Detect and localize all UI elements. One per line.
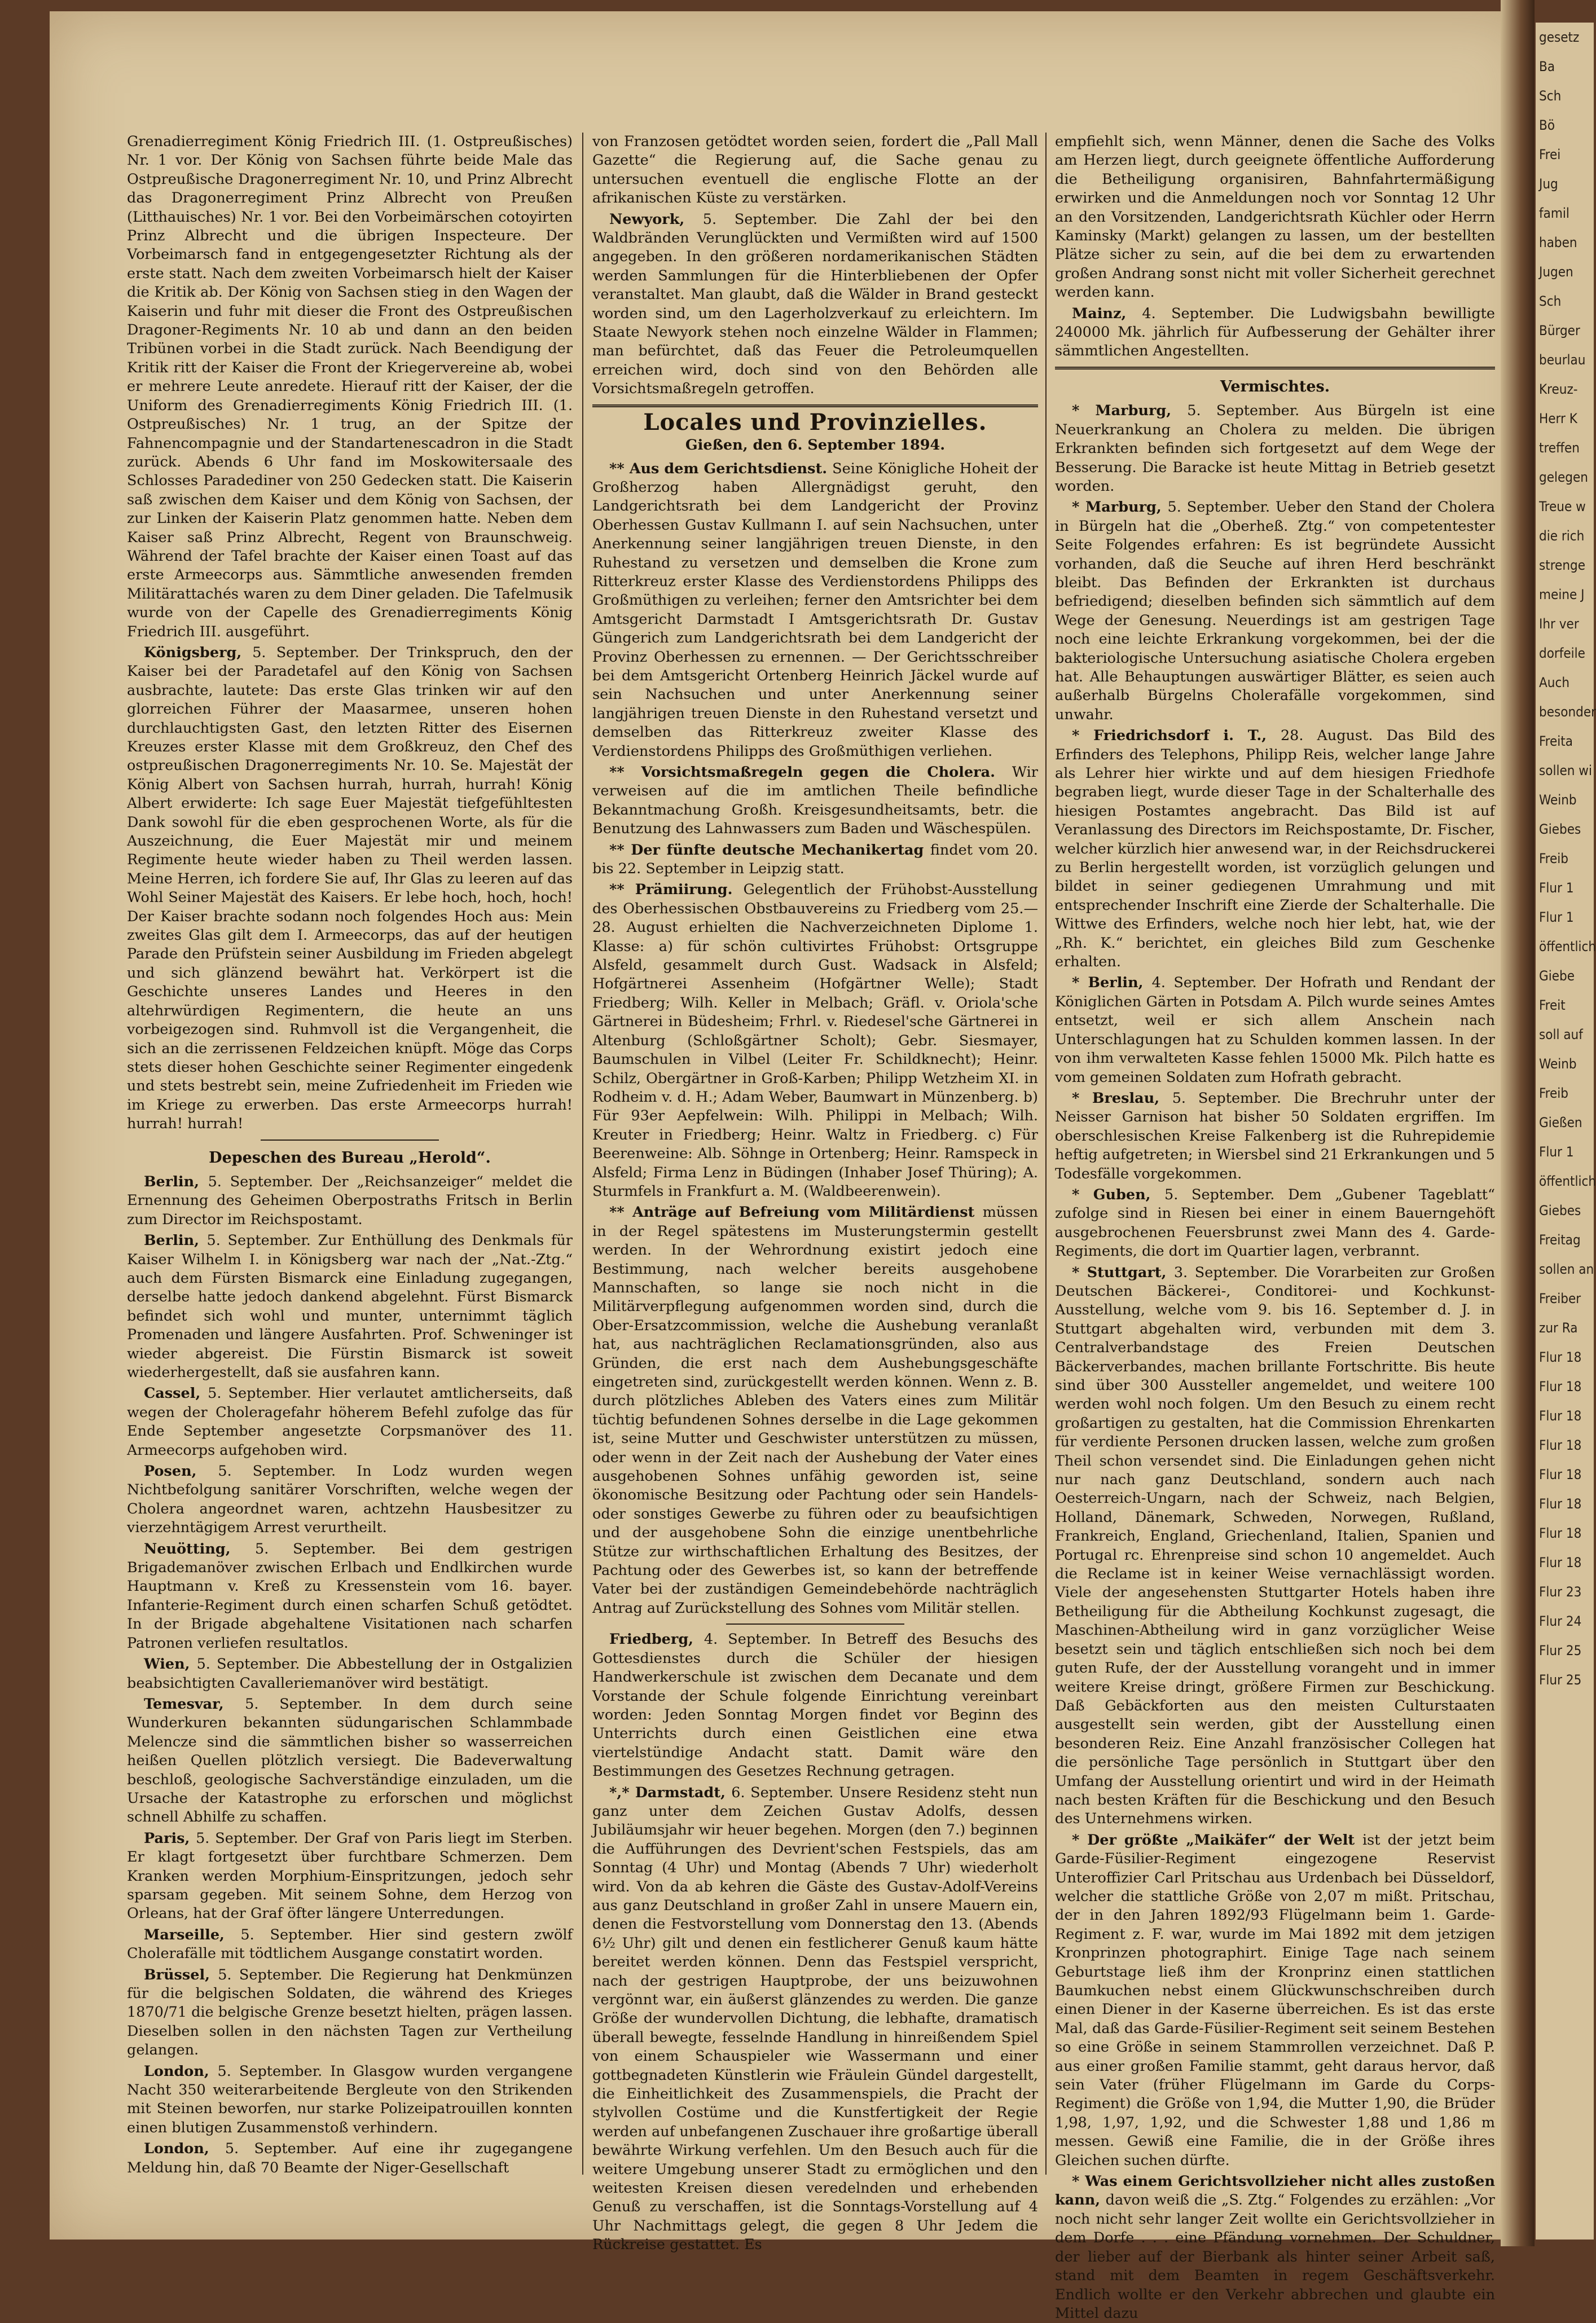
adjacent-page-text: strenge	[1539, 557, 1586, 573]
adjacent-page-text: Flur 18	[1539, 1496, 1582, 1512]
dateline: Gießen, den 6. September 1894.	[685, 437, 946, 454]
adjacent-page-text: Weinb	[1539, 792, 1577, 808]
section-heading: Depeschen des Bureau „Herold“.	[209, 1149, 491, 1167]
article-paragraph	[127, 1695, 573, 1827]
article-text: findet vom 20. bis 22. September in Leipzig statt.	[592, 841, 1038, 878]
article-text: 5. September. Die Regierung hat Denkmünzen für die belgischen Soldaten, die während des Krieges 1870/71 die belgische Grenze besetzt hielten, prägen lassen. Dieselben sollen in den nächsten Tagen zur Vertheilung gelangen.	[127, 1966, 573, 2059]
article-dateline: ** Aus dem Gerichtsdienst.	[609, 460, 833, 477]
article-text: 6. September. Unsere Residenz steht nun ganz unter dem Zeichen Gustav Adolfs, dessen Jubiläumsjahr wir heuer begehen. Morgen (den 7.) beginnen die Aufführungen des Devrient'schen Festspiels, das am Sonntag (4 Uhr) und Montag (Abends 7 Uhr) wiederholt wird. Von da ab kehren die Gäste des Gustav-Adolf-Vereins aus ganz Deutschland in großer Zahl in unsere Mauern ein, denen die Festvorstellung vom Donnerstag den 13. (Abends 6½ Uhr) gilt und denen ein festlicherer Genuß kaum hätte bereitet werden können. Denn das Festspiel verspricht, nach der gestrigen Hauptprobe, der uns beizuwohnen vergönnt war, ein äußerst glänzendes zu werden. Die ganze Größe der wundervollen Dichtung, die lebhafte, dramatisch überall bewegte, fesselnde Handlung in hinreißendem Spiel von einem Schauspieler wie Wassermann und einer gottbegnadeten Künstlerin wie Fräulein Gündel dargestellt, die Einheitlichkeit des Zusammenspiels, die Pracht der stylvollen Costüme und die Kunstfertigkeit der Regie werden auf unbefangenen Zuschauer ihre großartige überall bewährte Wirkung verfehlen. Um den Besuch auch für die weitere Umgebung unserer Stadt zu ermöglichen und den weitesten Kreisen diesen veredelnden und erhebenden Genuß zu verschaffen, ist die Sonntags-Vorstellung auf 4 Uhr Nachmittags gelegt, die gegen 8 Uhr Jedem die Rückreise gestattet. Es	[592, 1784, 1038, 2254]
adjacent-page-text: Weinb	[1539, 1056, 1577, 1072]
column-divider	[1045, 133, 1047, 2175]
article-text: 5. September. Hier sind gestern zwölf Cholerafälle mit tödtlichem Ausgange constatirt worden.	[127, 1926, 573, 1963]
article-paragraph	[1055, 305, 1495, 361]
adjacent-page-text: Freit	[1539, 997, 1566, 1013]
article-text: Wir verweisen auf die im amtlichen Theile befindliche Bekanntmachung Großh. Kreisgesundheitsamts, betr. die Benutzung des Lahnwassers zum Baden und Wäschespülen.	[592, 764, 1038, 838]
article-paragraph	[127, 1655, 573, 1693]
article-dateline: * Der größte „Maikäfer“ der Welt	[1072, 1831, 1363, 1849]
article-dateline: * Stuttgart,	[1072, 1264, 1174, 1281]
adjacent-page-text: Flur 25	[1539, 1643, 1582, 1658]
adjacent-page-text: Flur 18	[1539, 1525, 1582, 1541]
article-paragraph	[127, 1966, 573, 2060]
double-separator-rule	[1055, 367, 1495, 369]
article-paragraph	[592, 460, 1038, 762]
article-paragraph	[127, 1540, 573, 1653]
article-paragraph	[1055, 402, 1495, 496]
adjacent-page-text: gesetz	[1539, 29, 1580, 45]
article-text: Grenadierregiment König Friedrich III. (1. Ostpreußisches) Nr. 1 vor. Der König von Sachsen führte beide Male das Ostpreußische Dragonerregiment Nr. 10, und Prinz Albrecht das Dragonerregiment Prinz Albrecht von Preußen (Litthauisches) Nr. 1 vor. Bei den Vorbeimärschen cotoyirten Prinz Albrecht und die übrigen Inspecteure. Der Vorbeimarsch fand in entgegengesetzter Richtung als der erste statt. Nach dem zweiten Vorbeimarsch hielt der Kaiser die Kritik ab. Der König von Sachsen stieg in den Wagen der Kaiserin und fuhr mit dieser die Front des Ostpreußischen Dragoner-Regiments Nr. 10 ab und dann an den beiden Tribünen vorbei in die Stadt zurück. Nach Beendigung der Kritik ritt der Kaiser die Front der Kriegervereine ab, wobei er mehrere Leute anredete. Hierauf ritt der Kaiser, der die Uniform des Grenadierregiments König Friedrich III. (1. Ostpreußisches) Nr. 1 trug, an der Spitze der Fahnencompagnie und der Standartenescadron in die Stadt zurück. Abends 6 Uhr fand im Moskowitersaale des Schlosses Paradediner von 250 Gedecken statt. Die Kaiserin saß zwischen dem Kaiser und dem König von Sachsen, der zur Linken der Kaiserin Platz genommen hatte. Neben dem Kaiser saß Prinz Albrecht, Regent von Braunschweig. Während der Tafel brachte der Kaiser einen Toast auf das erste Armeecorps aus. Sämmtliche anwesenden fremden Militärattachés waren zu dem Diner geladen. Die Tafelmusik wurde von der Capelle des Grenadierregiments König Friedrich III. ausgeführt.	[127, 133, 573, 640]
article-paragraph	[127, 1829, 573, 1924]
article-text: davon weiß die „S. Ztg.“ Folgendes zu erzählen: „Vor noch nicht sehr langer Zeit wollte ein Gerichtsvollzieher in dem Dorfe . . . eine Pfändung vornehmen. Der Schuldner, der lieber auf der Bierbank als hinter seiner Arbeit saß, stand mit dem Beamten in regem Geschäftsverkehr. Endlich wollte er den Verkehr abbrechen und glaubte ein Mittel dazu	[1055, 2192, 1495, 2322]
article-dateline: * Marburg,	[1072, 499, 1168, 516]
article-paragraph	[127, 133, 573, 641]
article-paragraph	[592, 1784, 1038, 2255]
adjacent-page-text: meine J	[1539, 587, 1585, 602]
column-2	[592, 133, 1039, 2254]
article-paragraph	[127, 1462, 573, 1538]
article-paragraph	[127, 1384, 573, 1460]
adjacent-page-text: treffen	[1539, 440, 1580, 456]
article-text: 5. September. Zur Enthüllung des Denkmals für Kaiser Wilhelm I. in Königsberg war nach der „Nat.-Ztg.“ auch dem Fürsten Bismarck eine Einladung zugegangen, derselbe hatte jedoch dankend abgelehnt. Fürst Bismarck befindet sich wohl und munter, unternimmt täglich Promenaden und längere Ausfahrten. Prof. Schweninger ist wieder abgereist. Die Fürstin Bismarck ist soweit wiederhergestellt, daß sie ausfahren kann.	[127, 1232, 573, 1381]
article-paragraph	[592, 763, 1038, 839]
adjacent-page-text: Freiber	[1539, 1291, 1581, 1306]
article-dateline: Marseille,	[144, 1926, 241, 1943]
article-dateline: Posen,	[144, 1463, 218, 1480]
article-text: 5. September. Die Brechruhr unter der Neisser Garnison hat bisher 50 Soldaten ergriffen. Im oberschlesischen Kreise Falkenberg ist die Ruhrepidemie heftig aufgetreten; in Wiersbel sind 21 Erkrankungen und 5 Todesfälle vorgekommen.	[1055, 1089, 1495, 1182]
adjacent-page-text: sollen an	[1539, 1261, 1594, 1277]
adjacent-page-text: Flur 18	[1539, 1555, 1582, 1570]
article-dateline: Newyork,	[609, 210, 703, 228]
adjacent-page-text: Flur 1	[1539, 909, 1574, 925]
adjacent-page-text: zur Ra	[1539, 1320, 1578, 1336]
adjacent-page-text: gelegen	[1539, 469, 1588, 485]
column-divider	[582, 133, 583, 2175]
adjacent-page-text: Flur 1	[1539, 1144, 1574, 1160]
article-paragraph	[1055, 1186, 1495, 1261]
article-text: 4. September. Der Hofrath und Rendant der Königlichen Gärten in Potsdam A. Pilch wurde seines Amtes entsetzt, weil er sich allem Anschein nach Unterschlagungen hat zu Schulden kommen lassen. In der von ihm verwalteten Kasse fehlen 15000 Mk. Pilch hatte es vom gemeinen Soldaten zum Hofrath gebracht.	[1055, 974, 1495, 1086]
article-paragraph	[127, 1231, 573, 1382]
article-dateline: ** Prämiirung.	[609, 881, 744, 899]
article-paragraph	[592, 841, 1038, 879]
article-dateline: Mainz,	[1072, 305, 1142, 322]
adjacent-page-text: Herr K	[1539, 411, 1577, 426]
adjacent-page-text: Frei	[1539, 147, 1561, 162]
article-text: Seine Königliche Hoheit der Großherzog haben Allergnädigst geruht, den Landgerichtsrath bei dem Landgericht der Provinz Oberhessen Gustav Kullmann I. auf sein Nachsuchen, unter Anerkennung seiner langjährigen treuen Dienste, in den Ruhestand zu versetzen und demselben die Krone zum Ritterkreuz erster Klasse des Verdienstordens Philipps des Großmüthigen zu verleihen; ferner den Amtsrichter bei dem Amtsgericht Darmstadt I Amtsgerichtsrath Dr. Gustav Güngerich zum Landgerichtsrath bei dem Landgericht der Provinz Oberhessen zu ernennen. — Der Gerichtsschreiber bei dem Amtsgericht Ortenberg Heinrich Jäckel wurde auf sein Nachsuchen und unter Anerkennung seiner langjährigen treuen Dienste in den Ruhestand versetzt und demselben das Ritterkreuz zweiter Klasse des Verdienstordens Philipps des Großmüthigen verliehen.	[592, 460, 1038, 760]
adjacent-page-text: Gießen	[1539, 1115, 1582, 1130]
article-paragraph	[592, 210, 1038, 399]
article-dateline: * Marburg,	[1072, 402, 1188, 420]
article-dateline: Berlin,	[144, 1173, 208, 1190]
article-text: empfiehlt sich, wenn Männer, denen die Sache des Volks am Herzen liegt, durch geeignete öffentliche Aufforderung die Betheiligung organisiren, Bahnfahrtermäßigung erwirken und die Anmeldungen noch vor Sonntag 12 Uhr an den Vorsitzenden, Landgerichtsrath Küchler oder Herrn Kaminsky (Markt) gelangen zu lassen, um der bestellten Plätze sicher zu sein, auf die bei dem zu erwartenden großen Andrang sonst nicht mit voller Sicherheit gerechnet werden kann.	[1055, 133, 1495, 301]
article-text: 5. September. Dem „Gubener Tageblatt“ zufolge sind in Riesen bei einer in einem Bauerngehöft ausgebrochenen Feuersbrunst zwei Mann des 4. Garde-Regiments, die dort im Quartier lagen, verbrannt.	[1055, 1186, 1495, 1260]
article-dateline: Berlin,	[144, 1232, 207, 1250]
adjacent-page-text: Jugen	[1539, 264, 1573, 280]
article-dateline: * Berlin,	[1072, 974, 1152, 992]
article-paragraph	[127, 1926, 573, 1964]
adjacent-page-text: Flur 25	[1539, 1672, 1582, 1688]
article-text: 5. September. Der „Reichsanzeiger“ meldet die Ernennung des Geheimen Oberpostraths Fritsch in Berlin zum Director im Reichspostamt.	[127, 1173, 573, 1228]
adjacent-page-text: haben	[1539, 235, 1577, 250]
article-text: 3. September. Die Vorarbeiten zur Großen Deutschen Bäckerei-, Conditorei- und Kochkunst-Ausstellung, welche vom 9. bis 16. September d. J. in Stuttgart abgehalten wird, verbunden mit dem 3. Centralverbandstage des Freien Deutschen Bäckerverbandes, machen brillante Fortschritte. Bis heute sind über 300 Aussteller angemeldet, und weitere 100 werden wohl noch folgen. Um den Besuch zu einem recht großartigen zu gestalten, hat die Commission Ehrenkarten für verdiente Personen drucken lassen, welche zum großen Theil schon versendet sind. Die Einladungen gehen nicht nur nach ganz Deutschland, sondern auch nach Oesterreich-Ungarn, nach der Schweiz, nach Belgien, Holland, Dänemark, Schweden, Norwegen, Rußland, Frankreich, England, Griechenland, Italien, Spanien und Portugal rc. Ehrenpreise sind schon 10 angemeldet. Auch die Reclame ist in keiner Weise vernachlässigt worden. Viele der angesehensten Stuttgarter Hotels haben ihre Betheiligung für die Abtheilung Kochkunst zugesagt, die Maschinen-Abtheilung wird in ganz vorzüglicher Weise besetzt sein und täglich entschließen sich noch bei dem guten Rufe, der der Ausstellung vorangeht und in immer weitere Kreise dringt, größere Firmen zur Beschickung. Daß Gebäckforten aus den meisten Culturstaaten ausgestellt sein werden, gibt der Ausstellung einen besonderen Reiz. Eine Anzahl französischer Collegen hat die persönliche Tage persönlich in Stuttgart über den Umfang der Ausstellung orientirt und wird in der Heimath nach besten Kräften für die Beschickung und den Besuch des Unternehmens wirken.	[1055, 1264, 1496, 1828]
adjacent-page-text: Giebe	[1539, 968, 1575, 984]
article-text: 5. September. Ueber den Stand der Cholera in Bürgeln hat die „Oberheß. Ztg.“ von competentester Seite Folgendes erfahren: Es ist begründete Aussicht vorhanden, daß die Seuche auf ihren Herd beschränkt bleibt. Das Befinden der Erkrankten ist durchaus befriedigend; dieselben befinden sich sämmtlich auf dem Wege der Genesung. Neuerdings ist am gestrigen Tage noch eine leichte Erkrankung vorgekommen, bei der die bakteriologische Untersuchung asiatische Cholera ergeben hat. Alle Behauptungen auswärtiger Blätter, es seien auch außerhalb Bürgelns Cholerafälle vorgekommen, sind unwahr.	[1055, 499, 1495, 723]
article-text: von Franzosen getödtet worden seien, fordert die „Pall Mall Gazette“ die Regierung auf, die Sache genau zu untersuchen eventuell die englische Flotte an der afrikanischen Küste zu verstärken.	[592, 133, 1038, 207]
article-text: 4. September. Die Ludwigsbahn bewilligte 240000 Mk. jährlich für Aufbesserung der Gehälter ihrer sämmtlichen Angestellten.	[1055, 305, 1495, 360]
adjacent-page-text: besonder	[1539, 704, 1596, 720]
article-text: 5. September. Hier verlautet amtlicherseits, daß wegen der Choleragefahr höherem Befehl zufolge das für Ende September angesetzte Corpsmanöver des 11. Armeecorps aufgehoben wird.	[127, 1385, 573, 1459]
adjacent-page-text: Giebes	[1539, 821, 1581, 837]
column-1	[127, 133, 573, 2175]
article-paragraph	[127, 2140, 573, 2177]
adjacent-page-text: öffentlich	[1539, 939, 1596, 954]
article-text: Gelegentlich der Frühobst-Ausstellung des Oberhessischen Obstbauvereins zu Friedberg vom 25.—28. August erhielten die Nachverzeichneten Diplome 1. Klasse: a) für schön cultivirtes Frühobst: Ortsgruppe Alsfeld, gesammelt durch Gust. Wadsack in Alsfeld; Hofgärtnerei Assenheim (Hofgärtner Welle); Stadt Friedberg; Wilh. Keller in Melbach; Gräfl. v. Oriola'sche Gärtnerei in Büdesheim; Frhrl. v. Riedesel'sche Gärtnerei in Altenburg (Schloßgärtner Scholt); Gebr. Siesmayer, Baumschulen in Vilbel (Leiter Fr. Schildknecht); Heinr. Schilz, Obergärtner in Groß-Karben; Philipp Wetzheim XI. in Rodheim v. d. H.; Adam Weber, Baumwart in Münzenberg. b) Für 93er Aepfelwein: Wilh. Philippi in Melbach; Wilh. Kreuter in Friedberg; Heinr. Waltz in Friedberg. c) Für Beerenweine: Alb. Söhnge in Ortenberg; Heinr. Ramspeck in Alsfeld; Firma Lenz in Büdingen (Inhaber Josef Thüring); A. Sturmfels in Frankfurt a. M. (Waldbeerenwein).	[592, 881, 1039, 1200]
article-text: 5. September. In Glasgow wurden vergangene Nacht 350 weiterarbeitende Bergleute von den Strikenden mit Steinen beworfen, nur starke Polizeipatrouillen konnten einen blutigen Zusammenstoß verhindern.	[127, 2062, 573, 2136]
article-text: 4. September. In Betreff des Besuchs des Gottesdienstes durch die Schüler der hiesigen Handwerkerschule ist zwischen dem Decanate und dem Vorstande der Schule folgende Einrichtung vereinbart worden: Jeden Sonntag Morgen findet vor Beginn des Unterrichts durch einen Geistlichen eine etwa viertelstündige Andacht statt. Damit wäre den Bestimmungen des Gesetzes Rechnung getragen.	[592, 1631, 1039, 1780]
adjacent-page-text: famil	[1539, 205, 1569, 221]
article-paragraph	[1055, 1264, 1495, 1829]
adjacent-page-text: Freita	[1539, 733, 1573, 749]
article-paragraph	[1055, 974, 1495, 1086]
adjacent-page-text: Flur 18	[1539, 1349, 1582, 1365]
article-paragraph	[1055, 2172, 1495, 2323]
article-dateline: Neuötting,	[144, 1540, 256, 1558]
article-dateline: * Was einem Gerichtsvollzieher nicht alles zustoßen kann,	[1055, 2173, 1495, 2209]
article-paragraph	[592, 1203, 1038, 1618]
adjacent-page-text: öffentlich	[1539, 1173, 1596, 1189]
article-dateline: ** Der fünfte deutsche Mechanikertag	[609, 841, 930, 859]
article-dateline: Friedberg,	[609, 1631, 704, 1648]
adjacent-page-text: Treue w	[1539, 499, 1586, 514]
article-text: müssen in der Regel spätestens im Musterungstermin gestellt werden. In der Wehrordnung existirt jedoch eine Bestimmung, nach welcher bereits ausgehobene Mannschaften, so lange sie noch nicht in die Militärverpflegung aufgenommen worden sind, durch die Ober-Ersatzcommission, welche die Aushebung veranlaßt hat, aus nachträglichen Reclamationsgründen, also aus Gründen, die erst nach dem Aushebungsgeschäfte eingetreten sind, zurückgestellt werden können. Wenn z. B. durch plötzliches Ableben des Vaters eines zum Militär tüchtig befundenen Sohnes derselbe in die Lage gekommen ist, seine Mutter und Geschwister unterstützen zu müssen, oder wenn in der Zeit nach der Aushebung der Vater eines ausgehobenen Sohnes unfähig geworden ist, seine ökonomische Besitzung oder Pachtung oder sein Handels- oder sonstiges Gewerbe zu führen oder zu beaufsichtigen und der ausgehobene Sohn die einzige unentbehrliche Stütze zur wirthschaftlichen Erhaltung des Besitzes, der Pachtung oder des Gewerbes ist, so kann der betreffende Vater bei der zuständigen Gemeindebehörde nachträglich Antrag auf Zurückstellung des Sohnes vom Militär stellen.	[592, 1204, 1038, 1617]
adjacent-page-text: sollen wi	[1539, 763, 1592, 778]
article-dateline: Temesvar,	[144, 1695, 245, 1713]
adjacent-page-text: Ihr ver	[1539, 616, 1579, 632]
adjacent-page-text: Freib	[1539, 851, 1569, 866]
article-paragraph	[127, 644, 573, 1134]
double-separator-rule	[592, 404, 1038, 407]
article-dateline: Wien,	[144, 1656, 197, 1673]
adjacent-page-text: Ba	[1539, 59, 1555, 74]
adjacent-page-text: dorfeile	[1539, 645, 1585, 661]
column-3	[1055, 133, 1496, 2322]
adjacent-page-text: Sch	[1539, 293, 1562, 309]
article-paragraph	[1055, 498, 1495, 724]
section-heading: Vermischtes.	[1220, 377, 1330, 395]
section-heading: Locales und Provinzielles.	[643, 408, 987, 435]
adjacent-page-text: Flur 18	[1539, 1467, 1582, 1482]
article-paragraph	[592, 881, 1038, 1201]
article-text: 5. September. Die Abbestellung der in Ostgalizien beabsichtigten Cavalleriemanöver wird bestätigt.	[127, 1656, 573, 1692]
article-dateline: * Breslau,	[1072, 1089, 1172, 1107]
adjacent-page-text: Freitag	[1539, 1232, 1581, 1248]
adjacent-page-text: Jug	[1539, 176, 1558, 192]
adjacent-page-text: Bö	[1539, 117, 1555, 133]
article-paragraph	[1055, 727, 1495, 971]
article-text: 5. September. Auf eine ihr zugegangene Meldung hin, daß 70 Beamte der Niger-Gesellschaft	[127, 2140, 573, 2176]
adjacent-page-text: die rich	[1539, 528, 1585, 544]
adjacent-page-text: Flur 24	[1539, 1613, 1582, 1629]
article-text: 5. September. Aus Bürgeln ist eine Neuerkrankung an Cholera zu melden. Die übrigen Erkrankten befinden sich fortgesetzt auf dem Wege der Besserung. Die Baracke ist heute Mittag in Betrieb gesetzt worden.	[1055, 402, 1496, 495]
article-dateline: Königsberg,	[144, 644, 253, 661]
article-text: 28. August. Das Bild des Erfinders des Telephons, Philipp Reis, welcher lange Jahre als Lehrer hier wirkte und auf dem hiesigen Friedhofe begraben liegt, wurde dieser Tage in der Schalterhalle des hiesigen Postamtes angebracht. Das Bild ist auf Veranlassung des Directors im Reichspostamte, Dr. Fischer, welcher kürzlich hier anwesend war, in der Reichsdruckerei zu Berlin hergestellt worden, ist vorzüglich gelungen und bildet in seiner gediegenen Umrahmung und mit entsprechender Inschrift eine Zierde der Schalterhalle. Die Wittwe des Erfinders, welche noch hier lebt, hat, wie der „Rh. K.“ berichtet, ein gleiches Bild zum Geschenke erhalten.	[1055, 727, 1495, 971]
article-paragraph	[1055, 1089, 1495, 1184]
article-text: 5. September. Der Graf von Paris liegt im Sterben. Er klagt fortgesetzt über furchtbare Schmerzen. Dem Kranken werden Morphium-Einspritzungen, jedoch sehr sparsam gegeben. Mit seinem Sohne, dem Herzog von Orleans, hat der Graf öfter längere Unterredungen.	[127, 1829, 573, 1922]
article-dateline: Paris,	[144, 1829, 196, 1847]
article-text: 5. September. In Lodz wurden wegen Nichtbefolgung sanitärer Vorschriften, welche wegen der Cholera angeordnet waren, achtzehn Hausbesitzer zu vierzehntägigem Arrest verurtheilt.	[127, 1463, 573, 1537]
book-gutter	[1501, 0, 1535, 2246]
article-dateline: ** Anträge auf Befreiung vom Militärdienst	[609, 1204, 983, 1221]
article-paragraph	[592, 133, 1038, 208]
article-paragraph	[1055, 1831, 1495, 2170]
adjacent-page-text: soll auf	[1539, 1027, 1583, 1042]
adjacent-page-text: Kreuz-	[1539, 381, 1578, 397]
adjacent-page-fragment	[1536, 23, 1594, 2240]
adjacent-page-text: Flur 18	[1539, 1408, 1582, 1424]
article-dateline: Brüssel,	[144, 1966, 218, 1983]
article-paragraph	[127, 1173, 573, 1229]
article-dateline: ** Vorsichtsmaßregeln gegen die Cholera.	[609, 764, 1012, 781]
article-text: 5. September. Bei dem gestrigen Brigademanöver zwischen Erlbach und Endlkirchen wurde Hauptmann v. Kreß zu Kressenstein vom 16. bayer. Infanterie-Regiment durch einen scharfen Schuß getödtet. In der Brigade abgehaltene Visitationen nach scharfen Patronen verliefen resultatlos.	[127, 1540, 573, 1652]
article-text: ist der jetzt beim Garde-Füsilier-Regiment eingezogene Reservist Unteroffizier Carl Pritschau aus Urdenbach bei Düsseldorf, welcher die stattliche Größe von 2,07 m mißt. Pritschau, der in den Jahren 1892/93 Flügelmann beim 1. Garde-Regiment z. F. war, wurde im Mai 1892 mit dem jetzigen Kronprinzen photographirt. Einige Tage nach seinem Geburtstage ließ ihm der Kronprinz einen stattlichen Baumkuchen nebst einem Glückwunschschreiben durch einen Diener in der Kaserne überreichen. Es ist das erste Mal, daß das Garde-Füsilier-Regiment seit seinem Bestehen so eine Größe in seinem Stammrollen verzeichnet. Daß P. aus einer großen Familie stammt, geht daraus hervor, daß sein Vater (früher Flügelmann im Garde du Corps-Regiment) die Größe von 1,94, die Mutter 1,90, die Brüder 1,98, 1,97, 1,92, und die Schwester 1,88 und 1,86 m messen. Gewiß eine Familie, die in der Größe ihres Gleichen suchen dürfte.	[1055, 1831, 1495, 2169]
adjacent-page-text: Auch	[1539, 675, 1570, 690]
article-paragraph	[592, 1630, 1038, 1781]
article-dateline: London,	[144, 2140, 225, 2158]
article-dateline: Cassel,	[144, 1385, 208, 1402]
adjacent-page-text: Sch	[1539, 88, 1562, 104]
article-text: 5. September. Die Zahl der bei den Waldbränden Verunglückten und Vermißten wird auf 1500 angegeben. In den größeren nordamerikanischen Städten werden Sammlungen für die Hinterbliebenen der Opfer veranstaltet. Man glaubt, daß die Wälder in Brand gesteckt worden sind, um den Lagerholzverkauf zu erleichtern. Im Staate Newyork stehen noch einzelne Wälder in Flammen; man befürchtet, daß das Feuer die Petroleumquellen erreichen wird, doch sind von den Behörden alle Vorsichtsmaßregeln getroffen.	[592, 210, 1038, 398]
article-paragraph	[1055, 133, 1495, 302]
adjacent-page-text: beurlau	[1539, 352, 1586, 368]
adjacent-page-text: Flur 1	[1539, 880, 1574, 896]
article-dateline: * Friedrichsdorf i. T.,	[1072, 727, 1281, 745]
article-text: 5. September. In dem durch seine Wunderkuren bekannten südungarischen Schlammbade Melencze sind die sämmtlichen bisher so wasserreichen heißen Quellen plötzlich versiegt. Die Badeverwaltung beschloß, geologische Sachverständige einzuladen, um die Ursache der Katastrophe zu erforschen und möglichst schnell Abhilfe zu schaffen.	[127, 1695, 573, 1826]
separator-rule	[726, 1624, 904, 1625]
adjacent-page-text: Bürger	[1539, 323, 1580, 338]
article-dateline: * Guben,	[1072, 1186, 1164, 1203]
article-text: 5. September. Der Trinkspruch, den der Kaiser bei der Paradetafel auf den König von Sachsen ausbrachte, lautete: Das erste Glas trinken wir auf den glorreichen Führer der Maasarmee, unseren hohen durchlauchtigsten Gast, den letzten Ritter des Eisernen Kreuzes erster Klasse mit dem Großkreuz, den Chef des ostpreußischen Dragonerregiments Nr. 10. Se. Majestät der König Albert von Sachsen hurrah, hurrah, hurrah! König Albert erwiderte: Ich sage Euer Majestät tiefgefühltesten Dank sowohl für die eben gesprochenen Worte, als für die Auszeichnung, die Euer Majestät mir und meinem Regimente heute wieder haben zu Theil werden lassen. Meine Herren, ich fordere Sie auf, Ihr Glas zu leeren auf das Wohl Seiner Majestät des Kaisers. Er lebe hoch, hoch, hoch! Der Kaiser brachte sodann noch folgendes Hoch aus: Mein zweites Glas gilt dem I. Armeecorps, das auf der heutigen Parade den Prüfstein seiner Ausbildung im Frieden abgelegt und sich glänzend bewährt hat. Verkörpert ist die Geschichte unseres Landes und Heeres in den altehrwürdigen Regimentern, die heute an uns vorbeigezogen sind. Ruhmvoll ist die Vergangenheit, die sich an die zerrissenen Feldzeichen knüpft. Möge das Corps stets dieser hohen Geschichte seiner Regimenter eingedenk und stets bestrebt sein, meine Zufriedenheit im Frieden wie im Kriege zu erwerben. Das erste Armeecorps hurrah! hurrah! hurrah!	[127, 644, 573, 1133]
article-dateline: London,	[144, 2062, 218, 2080]
article-dateline: *,* Darmstadt,	[609, 1784, 732, 1801]
adjacent-page-text: Flur 18	[1539, 1379, 1582, 1394]
adjacent-page-text: Freib	[1539, 1085, 1569, 1101]
adjacent-page-text: Flur 18	[1539, 1437, 1582, 1453]
article-paragraph	[127, 2062, 573, 2138]
separator-rule	[261, 1139, 439, 1141]
adjacent-page-text: Giebes	[1539, 1203, 1581, 1218]
adjacent-page-text: Flur 23	[1539, 1584, 1582, 1600]
